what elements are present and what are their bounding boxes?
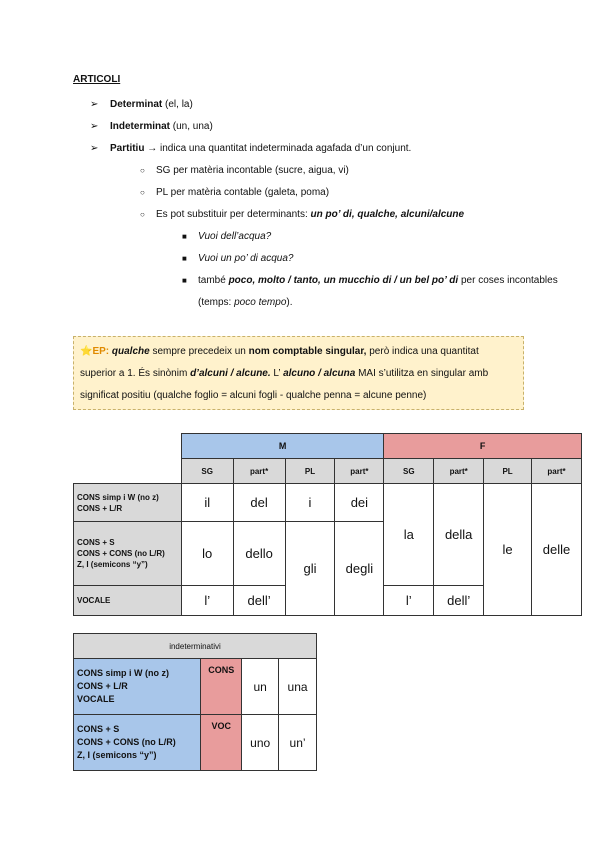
example-3-time: poco tempo: [234, 297, 287, 308]
sublist-item-pl: [140, 182, 560, 204]
note-ep-label: EP:: [92, 346, 110, 357]
row-label-line: VOCALE: [77, 694, 115, 704]
term-partitiu: Partitiu: [110, 143, 145, 154]
cell-della: della: [434, 484, 484, 586]
cell-dello: dello: [233, 522, 285, 586]
list-item-determinat: [90, 94, 560, 116]
term-determinat-desc: (el, la): [162, 99, 193, 110]
subheader-pl-m: PL: [285, 459, 335, 484]
term-indeterminat: Indeterminat: [110, 121, 171, 132]
square-bullet-icon: ■: [182, 276, 187, 285]
term-partitiu-desc: → indica una quantitat indeterminada agafada d’un conjunt.: [144, 143, 412, 154]
cell-dell-f: dell’: [434, 586, 484, 616]
cell-la: la: [384, 484, 434, 586]
sublist-item-sg: [140, 160, 560, 182]
indet-row-label-voc: [74, 715, 201, 771]
determinate-articles-table: [73, 433, 582, 616]
note-text-4: MAI s’utilitza en singular amb significat positiu (qualche foglio = alcuni fogli - qualche penna = alcune penne): [80, 368, 489, 401]
table-corner: [74, 434, 182, 459]
example-3-suffix: per coses incontables (temps:: [198, 275, 558, 308]
arrow-bullet-icon: ➢: [90, 121, 99, 132]
example-item: [182, 270, 560, 314]
subheader-part-m-pl: part*: [335, 459, 384, 484]
example-item: [182, 248, 560, 270]
cell-i: i: [285, 484, 335, 522]
sublist-item-substitute: [140, 204, 560, 314]
indet-row-label-cons: [74, 659, 201, 715]
cell-del: del: [233, 484, 285, 522]
note-text-2: però indica una quantitat superior a 1. És sinònim: [80, 346, 479, 379]
cell-gli: gli: [285, 522, 335, 616]
header-masculine: M: [181, 434, 384, 459]
list-item-partitiu: [90, 138, 560, 314]
subheader-sg-f: SG: [384, 459, 434, 484]
row-label-cons-s: [74, 522, 182, 586]
row-label-line: CONS + S: [77, 538, 115, 547]
square-bullet-icon: ■: [182, 254, 187, 263]
note-text-3: L’: [270, 368, 284, 379]
substitute-determiners: un po’ di, qualche, alcuni/alcune: [310, 209, 465, 220]
row-label-line: Z, I (semicons “y”): [77, 750, 157, 760]
row-label-line: CONS simp i W (no z): [77, 668, 169, 678]
row-label-line: CONS + S: [77, 724, 120, 734]
example-3-quantifiers: poco, molto / tanto, un mucchio di / un bel po’ di: [228, 275, 459, 286]
cell-le: le: [484, 484, 532, 616]
row-label-line: CONS + L/R: [77, 681, 128, 691]
partitiu-sublist: [140, 160, 560, 314]
indet-header: indeterminativi: [74, 634, 317, 659]
cell-degli: degli: [335, 522, 384, 616]
indet-tag-voc: VOC: [201, 715, 242, 771]
example-1: Vuoi dell’acqua?: [198, 231, 272, 242]
circle-bullet-icon: ○: [140, 166, 145, 175]
note-em-1: d’alcuni / alcune.: [190, 368, 271, 379]
articles-list: [90, 94, 560, 314]
note-box: [73, 336, 524, 410]
term-indeterminat-desc: (un, una): [170, 121, 213, 132]
note-bold-1: nom comptable singular,: [248, 346, 367, 357]
arrow-bullet-icon: ➢: [90, 99, 99, 110]
example-3-end: ).: [286, 297, 293, 308]
note-qualche: qualche: [111, 346, 150, 357]
row-label-line: CONS simp i W (no z): [77, 492, 159, 502]
circle-bullet-icon: ○: [140, 188, 145, 197]
arrow-bullet-icon: ➢: [90, 143, 99, 154]
example-3-prefix: també: [198, 275, 229, 286]
row-label-cons-simp: [74, 484, 182, 522]
square-bullet-icon: ■: [182, 232, 187, 241]
indeterminate-articles-table: [73, 633, 317, 771]
example-item: [182, 226, 560, 248]
row-label-vocale: VOCALE: [74, 586, 182, 616]
indet-tag-cons: CONS: [201, 659, 242, 715]
subheader-pl-f: PL: [484, 459, 532, 484]
note-em-2: alcuno / alcuna: [283, 368, 356, 379]
cell-delle: delle: [532, 484, 582, 616]
cell-uno: uno: [242, 715, 279, 771]
cell-lo: lo: [181, 522, 233, 586]
section-title: ARTICOLI: [73, 74, 121, 85]
header-feminine: F: [384, 434, 582, 459]
examples-list: [182, 226, 560, 314]
cell-dei: dei: [335, 484, 384, 522]
note-text-1: sempre precedeix un: [149, 346, 249, 357]
subheader-part-f-pl: part*: [532, 459, 582, 484]
row-label-line: Z, I (semicons “y”): [77, 560, 148, 569]
example-2: Vuoi un po’ di acqua?: [198, 253, 294, 264]
substitute-prefix: Es pot substituir per determinants:: [156, 209, 311, 220]
cell-un: un: [242, 659, 279, 715]
term-determinat: Determinat: [110, 99, 163, 110]
star-icon: ⭐: [80, 346, 93, 357]
cell-una: una: [279, 659, 317, 715]
cell-il: il: [181, 484, 233, 522]
row-label-line: CONS + L/R: [77, 503, 123, 513]
pl-text: PL per matèria contable (galeta, poma): [156, 187, 330, 198]
cell-dell-m: dell’: [233, 586, 285, 616]
circle-bullet-icon: ○: [140, 210, 145, 219]
table-corner: [74, 459, 182, 484]
list-item-indeterminat: [90, 116, 560, 138]
subheader-sg-m: SG: [181, 459, 233, 484]
subheader-part-m: part*: [233, 459, 285, 484]
row-label-line: CONS + CONS (no L/R): [77, 549, 165, 558]
sg-text: SG per matèria incontable (sucre, aigua, vi): [156, 165, 349, 176]
cell-l-f: l’: [384, 586, 434, 616]
cell-un-apos: un’: [279, 715, 317, 771]
cell-l-m: l’: [181, 586, 233, 616]
row-label-line: CONS + CONS (no L/R): [77, 737, 176, 747]
subheader-part-f: part*: [434, 459, 484, 484]
